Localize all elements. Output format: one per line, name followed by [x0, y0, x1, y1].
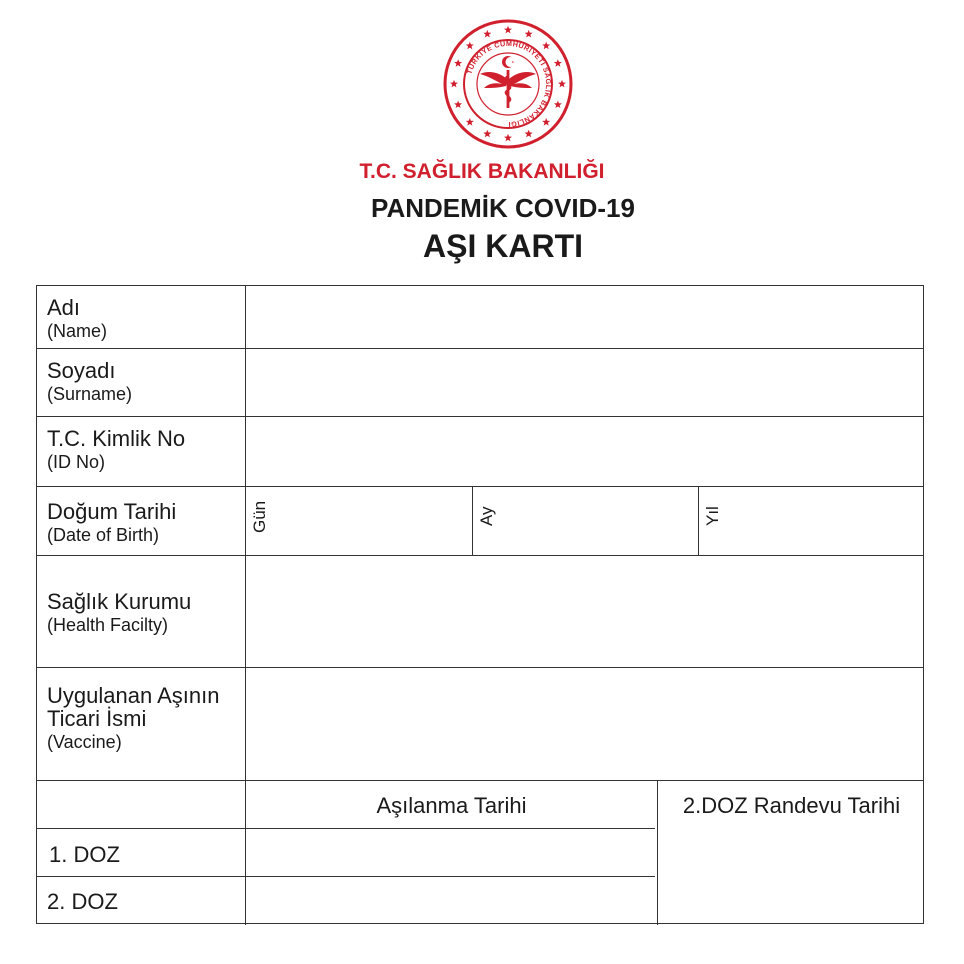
seal-lettering: TÜRKİYE CUMHURİYETİ SAĞLIK BAKANLIĞI — [464, 38, 554, 130]
second-dose-appointment-header: 2.DOZ Randevu Tarihi — [682, 793, 901, 818]
date-of-birth-label: Doğum Tarihi (Date of Birth) — [47, 499, 177, 546]
vaccine-card-form — [36, 285, 924, 924]
vaccination-date-header: Aşılanma Tarihi — [376, 793, 527, 818]
organization-name: T.C. SAĞLIK BAKANLIĞI — [359, 160, 605, 183]
id-no-label: T.C. Kimlik No (ID No) — [47, 426, 186, 473]
vaccine-label: Uygulanan Aşının Ticari İsmi (Vaccine) — [47, 683, 220, 753]
second-dose-appointment-field[interactable] — [658, 829, 925, 924]
birth-year-label: Yıl — [703, 506, 722, 526]
birth-month-field[interactable] — [473, 487, 698, 555]
surname-field[interactable] — [245, 349, 923, 416]
dose-2-date-field[interactable] — [246, 877, 657, 924]
birth-year-field[interactable] — [699, 487, 925, 555]
ministry-seal-logo — [442, 18, 574, 150]
id-no-field[interactable] — [245, 417, 923, 486]
name-field[interactable] — [245, 286, 923, 348]
dose-1-date-field[interactable] — [246, 829, 657, 876]
birth-month-label: Ay — [477, 506, 496, 526]
card-title-line1: PANDEMİK COVID-19 — [371, 193, 635, 223]
health-facility-label: Sağlık Kurumu (Health Facilty) — [47, 589, 192, 636]
health-facility-field[interactable] — [245, 556, 923, 667]
birth-day-label: Gün — [250, 500, 269, 533]
dose-1-label: 1. DOZ — [49, 842, 120, 867]
surname-label: Soyadı (Surname) — [47, 358, 133, 405]
vaccine-field[interactable] — [245, 668, 923, 780]
dose-2-label: 2. DOZ — [47, 889, 118, 914]
card-title-line2: AŞI KARTI — [423, 228, 583, 264]
name-label: Adı (Name) — [47, 295, 108, 342]
birth-day-field[interactable] — [246, 487, 472, 555]
